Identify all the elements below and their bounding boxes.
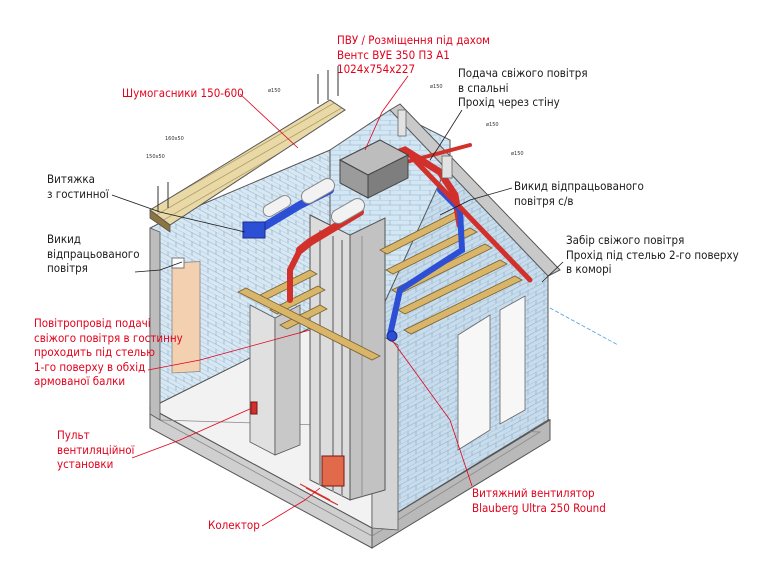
label-intake: Забір свіжого повітря Прохід під стелью 2-го поверху в коморі (566, 233, 739, 276)
label-silencers: Шумогасники 150-600 (122, 86, 244, 100)
label-extract-living: Витяжка з гостинної (47, 172, 109, 201)
label-duct-living: Повітропровід подачі свіжого повітря в гостинну проходить під стелью 1-го поверху в обхід армованої балки (34, 316, 183, 388)
label-fan: Витяжний вентилятор Blauberg Ultra 250 Round (472, 486, 606, 515)
label-control-panel: Пульт вентиляційної установки (57, 428, 135, 471)
svg-text:ø150: ø150 (486, 122, 499, 128)
svg-text:150х50: 150х50 (146, 154, 165, 160)
label-exhaust-bathroom: Викид відпрацьованого повітря с/в (514, 179, 644, 208)
label-exhaust-air: Викид відпрацьованого повітря (47, 232, 140, 275)
fan-icon (387, 331, 397, 341)
svg-text:ø150: ø150 (430, 84, 443, 90)
label-pvu: ПВУ / Розміщення під дахом Вентс ВУЕ 350 П3 А1 1024х754х227 (337, 33, 490, 76)
svg-text:ø150: ø150 (511, 151, 524, 157)
svg-text:ø150: ø150 (268, 88, 281, 94)
label-supply: Подача свіжого повітря в спальні Прохід через стіну (458, 66, 588, 109)
svg-text:160х50: 160х50 (165, 136, 184, 142)
label-collector: Колектор (208, 518, 260, 532)
